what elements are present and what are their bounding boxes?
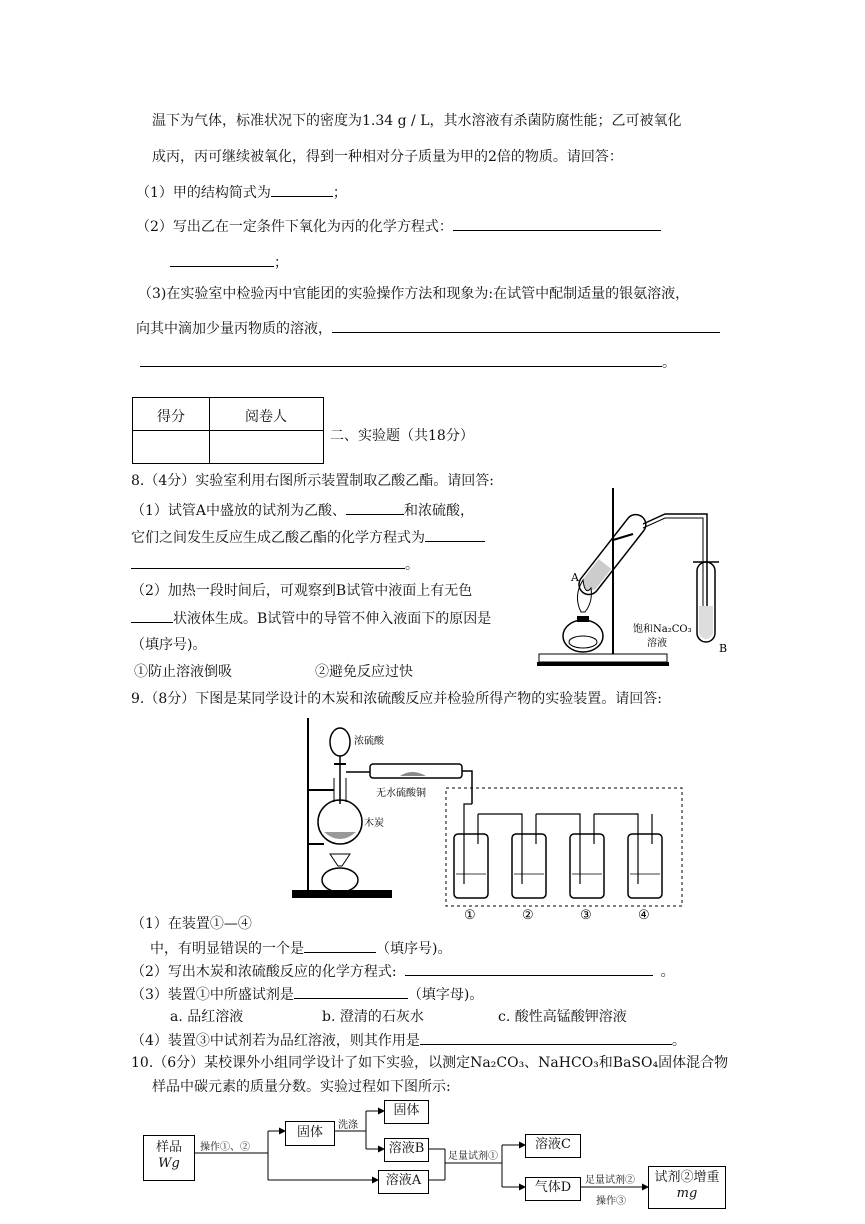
answer-blank[interactable] [425,527,485,542]
question-8-2b [131,608,491,629]
answer-blank[interactable] [405,961,653,976]
op-1-2-label: 操作①、② [200,1142,250,1153]
label-device-3: ③ [580,908,592,923]
question-8-1a [131,500,474,521]
question-9-4 [131,1030,686,1051]
reagent-2-label: 足量试剂② [585,1175,635,1186]
option-2: ②避免反应过快 [315,664,413,680]
q9-3-text: （3）装置①中所盛试剂是 [131,987,294,1003]
q8-1a-text: （1）试管A中盛放的试剂为乙酸、 [131,503,347,519]
section-title: 二、实验题（共18分） [330,428,474,444]
grader-label: 阅卷人 [245,409,287,425]
answer-blank[interactable] [332,318,720,333]
label-cuso4: 无水硫酸铜 [376,788,426,799]
question-7-3-b [136,318,720,339]
q9-1b-end: （填序号)。 [376,941,452,957]
charcoal-acid-apparatus-figure [290,714,690,924]
option-b: b. 澄清的石灰水 [322,1009,424,1025]
label-device-1: ① [464,908,476,923]
sample-label: 样品 [155,1140,182,1155]
result-box [648,1166,726,1209]
question-9-2 [131,961,675,982]
question-8-2c: （填序号)。 [131,637,207,653]
label-b: B [719,642,728,655]
q9-2-end: 。 [660,964,675,980]
q8-1a-end: 和浓硫酸， [404,503,475,519]
option-1: ①防止溶液倒吸 [134,664,232,680]
reagent-1-label: 足量试剂① [448,1151,498,1162]
question-8-1b [131,527,485,548]
solution-b-box: 溶液B [384,1138,429,1162]
label-solution-1: 饱和Na₂CO₃ [633,624,692,635]
q7-1-text: （1）甲的结构简式为 [136,185,271,201]
question-8-2a: （2）加热一段时间后，可观察到B试管中液面上有无色 [131,583,473,599]
question-10-stem-1: 10.（6分）某校课外小组同学设计了如下实验，以测定Na₂CO₃、NaHCO₃和BaSO₄固体混合物 [131,1055,729,1071]
q7-3-end: 。 [662,355,676,371]
label-charcoal: 木炭 [364,818,384,829]
q8-1b-text: 它们之间发生反应生成乙酸乙酯的化学方程式为 [131,530,425,546]
question-7-2-cont [170,252,288,273]
answer-blank[interactable] [294,984,408,999]
q7-1-end: ； [332,185,347,201]
text-line-2: 成丙，丙可继续被氧化，得到一种相对分子质量为甲的2倍的物质。请回答： [152,149,623,165]
answer-blank[interactable] [453,216,661,231]
answer-blank[interactable] [131,608,173,623]
question-8-stem: 8.（4分）实验室利用右图所示装置制取乙酸乙酯。请回答: [131,473,494,489]
label-a: A [571,571,579,584]
question-9-1b [150,938,451,959]
score-table [132,397,324,464]
option-c: c. 酸性高锰酸钾溶液 [498,1009,627,1025]
result-mass: mg [676,1186,698,1201]
question-7-3-c [140,352,676,373]
question-8-1c [131,554,419,575]
text-line-1: 温下为气体，标准状况下的密度为1.34 g / L，其水溶液有杀菌防腐性能；乙可被氧化 [152,113,682,129]
q9-2-text: （2）写出木炭和浓硫酸反应的化学方程式: [131,964,397,980]
q8-1-end: 。 [405,557,419,573]
q9-4-end: 。 [671,1033,686,1049]
answer-blank[interactable] [271,182,333,197]
solid-2-box: 固体 [384,1100,429,1124]
label-device-2: ② [522,908,534,923]
answer-blank[interactable] [131,554,405,569]
ester-apparatus-figure [535,484,735,674]
sample-box [143,1135,195,1181]
option-a: a. 品红溶液 [170,1009,244,1025]
q9-1b-text: 中，有明显错误的一个是 [150,941,304,957]
label-solution-2: 溶液 [647,638,667,649]
question-9-3 [131,984,483,1005]
question-7-3-a: （3)在实验室中检验丙中官能团的实验操作方法和现象为:在试管中配制适量的银氨溶液， [138,286,690,302]
question-10-stem-2: 样品中碳元素的质量分数。实验过程如下图所示: [152,1079,451,1095]
q9-4-text: （4）装置③中试剂若为品红溶液，则其作用是 [131,1033,420,1049]
result-label: 试剂②增重 [654,1170,720,1185]
question-9-1a: （1）在装置①—④ [131,916,252,932]
answer-blank[interactable] [140,352,662,367]
q7-3-text: 向其中滴加少量丙物质的溶液， [136,321,332,337]
label-conc-acid: 浓硫酸 [354,736,384,747]
answer-blank[interactable] [420,1030,672,1045]
q8-2b-text: 状液体生成。B试管中的导管不伸入液面下的原因是 [173,611,492,627]
answer-blank[interactable] [170,252,274,267]
sample-mass: Wg [158,1156,180,1171]
op-3-label: 操作③ [596,1196,626,1207]
score-label: 得分 [157,409,185,425]
question-9-stem: 9.（8分）下图是某同学设计的木炭和浓硫酸反应并检验所得产物的实验装置。请回答: [131,691,662,707]
solution-a-box: 溶液A [378,1170,429,1194]
question-7-2 [136,216,661,237]
gas-d-box: 气体D [525,1177,581,1201]
question-7-1 [136,182,347,203]
flowchart-arrows [0,1095,865,1224]
q7-2-text: （2）写出乙在一定条件下氧化为丙的化学方程式： [136,219,453,235]
label-device-4: ④ [638,908,650,923]
wash-label: 洗涤 [338,1120,358,1131]
q7-2-end: ； [274,255,288,271]
solid-box: 固体 [285,1121,335,1146]
solution-c-box: 溶液C [525,1134,581,1158]
answer-blank[interactable] [304,938,376,953]
q9-3-end: （填字母)。 [407,987,484,1003]
answer-blank[interactable] [346,500,404,515]
